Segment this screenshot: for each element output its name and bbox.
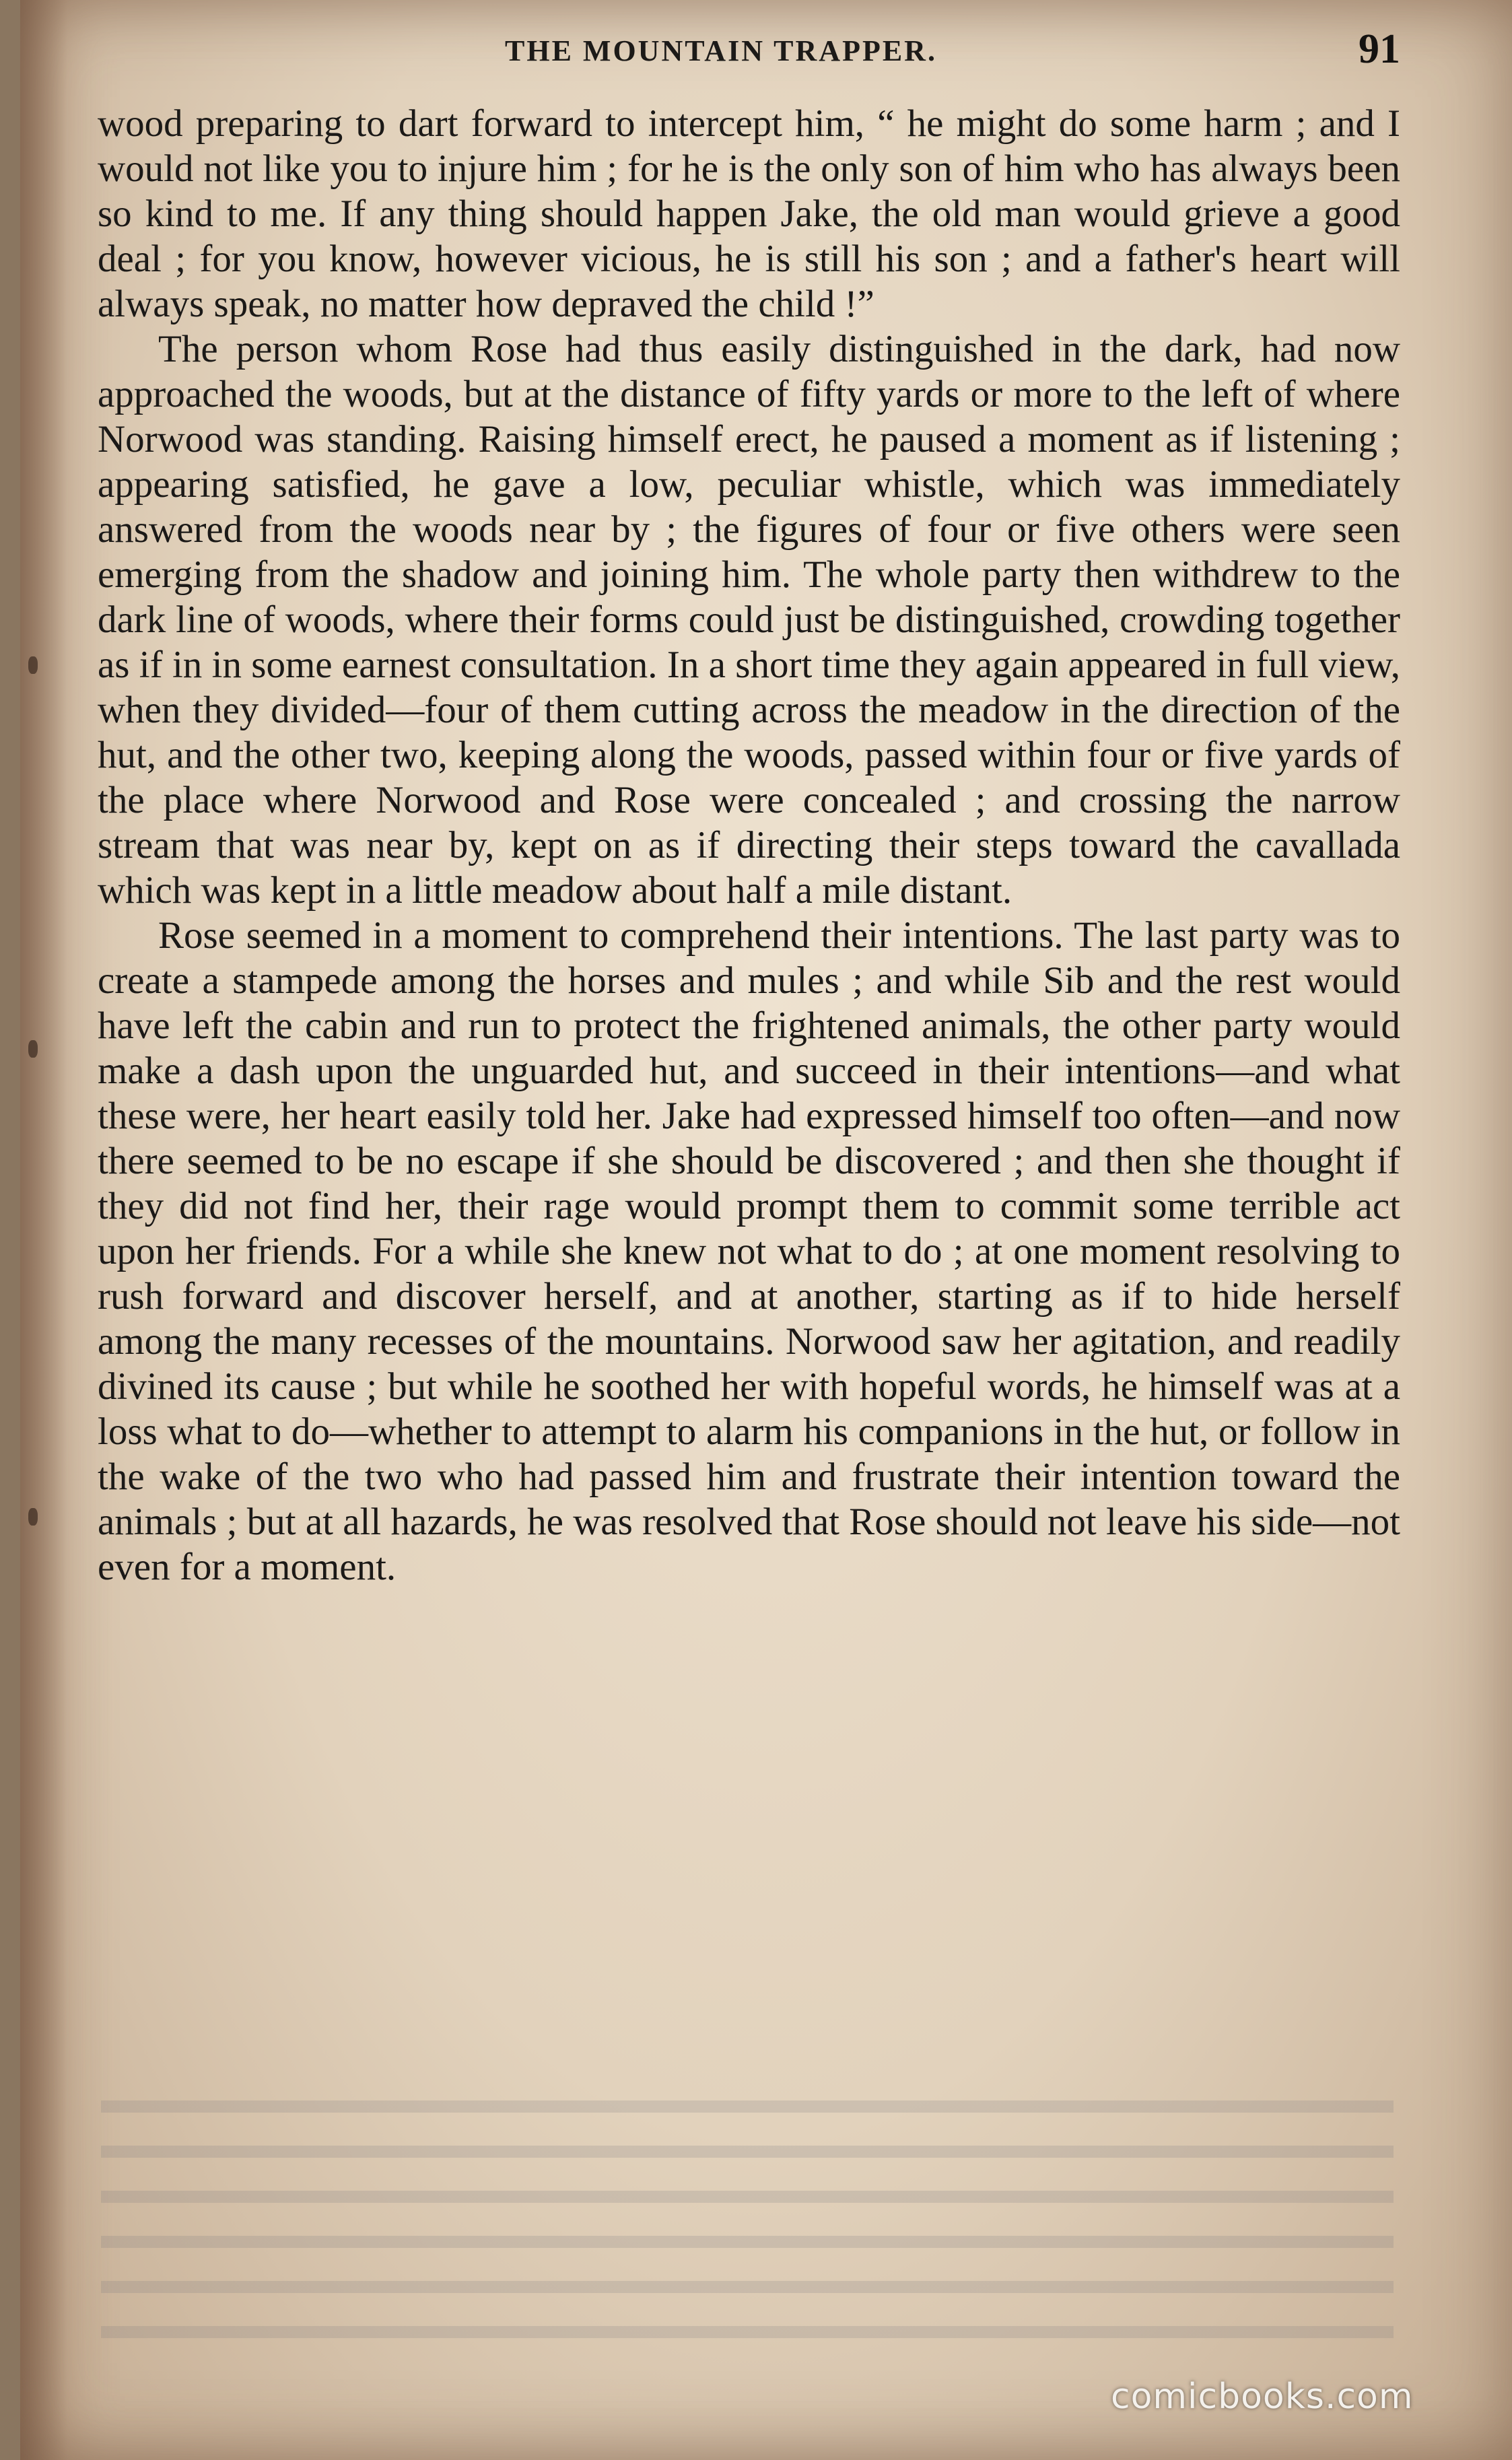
page-header <box>20 26 1512 79</box>
body-text <box>98 101 1400 1590</box>
paragraph-3: Rose seemed in a moment to comprehend their intentions. The last party was to create a stampede among the horses and mules ; and while Sib and the rest would have left the cabin and run to protect the frightened animals, the other party would make a dash upon the unguarded hut, and succeed in their intentions—and what these were, her heart easily told her. Jake had expressed himself too often—and now there seemed to be no escape if she should be discovered ; and then she thought if they did not find her, their rage would prompt them to commit some terrible act upon her friends. For a while she knew not what to do ; at one moment resolving to rush forward and discover herself, and at another, starting as if to hide herself among the many recesses of the mountains. Norwood saw her agitation, and readily divined its cause ; but while he soothed her with hopeful words, he himself was at a loss what to do—whether to attempt to alarm his companions in the hut, or follow in the wake of the two who had passed him and frustrate their intention toward the animals ; but at all hazards, he was resolved that Rose should not leave his side—not even for a moment. <box>98 914 1400 1588</box>
book-page <box>20 0 1512 2460</box>
watermark: comicbooks.com <box>1111 2377 1414 2417</box>
spine-shadow <box>20 0 67 2460</box>
margin-mark <box>28 1040 38 1058</box>
paragraph-1: wood preparing to dart forward to intercept him, “ he might do some harm ; and I would not like you to injure him ; for he is the only son of him who has always been so kind to me. If any thing should happen Jake, the old man would grieve a good deal ; for you know, however vicious, he is still his son ; and a father's heart will always speak, no matter how depraved the child !” <box>98 102 1400 325</box>
bleed-through-text <box>101 2080 1394 2370</box>
paragraph-2: The person whom Rose had thus easily distinguished in the dark, had now approached the woods, but at the distance of fifty yards or more to the left of where Norwood was standing. Raising himself erect, he paused a moment as if listening ; appearing satisfied, he gave a low, peculiar whistle, which was immediately answered from the woods near by ; the figures of four or five others were seen emerging from the shadow and joining him. The whole party then withdrew to the dark line of woods, where their forms could just be distinguished, crowding together as if in in some earnest consultation. In a short time they again appeared in full view, when they divided—four of them cutting across the meadow in the direction of the hut, and the other two, keeping along the woods, passed within four or five yards of the place where Norwood and Rose were concealed ; and crossing the narrow stream that was near by, kept on as if directing their steps toward the cavallada which was kept in a little meadow about half a mile distant. <box>98 328 1400 912</box>
page-number: 91 <box>1359 26 1400 72</box>
margin-mark <box>28 656 38 674</box>
running-title: THE MOUNTAIN TRAPPER. <box>505 34 937 67</box>
margin-mark <box>28 1508 38 1526</box>
